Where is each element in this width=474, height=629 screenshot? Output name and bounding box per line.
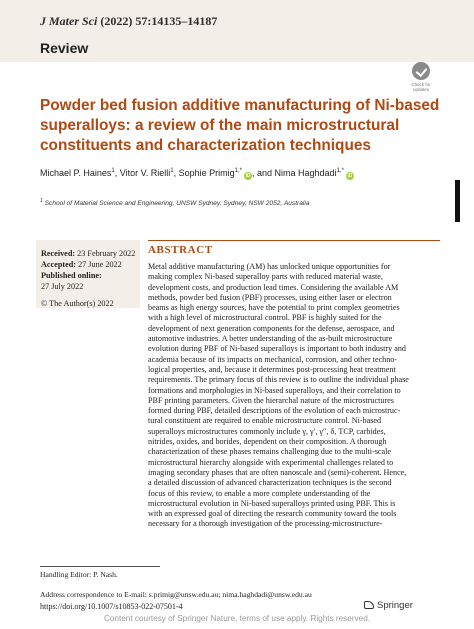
accepted-row — [41, 259, 136, 270]
affiliation-mark: 1 — [40, 198, 43, 204]
title-line: constituents and characterization techniques — [40, 137, 371, 154]
footnote-rule — [40, 566, 160, 567]
author-separator: , — [114, 168, 120, 178]
received-label: Received: — [41, 249, 76, 258]
check-for-updates-button[interactable] — [406, 62, 436, 92]
abstract-line: making complex Ni-based superalloy parts with reduced material waste, — [148, 272, 383, 282]
abstract-line: with a high level of microstructural control. PBF is highly suited for the — [148, 313, 382, 323]
affiliation — [40, 198, 309, 207]
abstract-line: automotive industries. A better understanding of the as-built microstructure — [148, 334, 393, 344]
abstract-line: imaging secondary phases that are often nanoscale and (semi)-coherent. Hence, — [148, 467, 407, 477]
doi-link[interactable]: https://doi.org/10.1007/s10853-022-07501-4 — [40, 602, 183, 611]
author-affiliation-mark: 1,* — [336, 168, 344, 174]
abstract-heading: ABSTRACT — [148, 244, 213, 256]
accepted-date: 27 June 2022 — [78, 260, 122, 269]
author-list — [40, 168, 354, 180]
orcid-icon[interactable]: iD — [347, 173, 353, 179]
abstract-line: development costs, and production lead times. Considering the available AM — [148, 282, 399, 292]
abstract-line: necessary for a thorough investigation of the processing-microstructure- — [148, 519, 383, 529]
abstract-body — [148, 262, 438, 530]
section-label: Review — [40, 40, 89, 56]
author-affiliation-mark: 1 — [111, 168, 115, 174]
abstract-line: nitrides, oxides, and borides, dependent on their composition. A thorough — [148, 437, 387, 447]
abstract-line: microstructural evolution in Ni-based superalloys printed using PBF. This is — [148, 498, 396, 508]
abstract-line: superalloys microstructures commonly include γ, γ′, γ″, δ, TCP, carbides, — [148, 426, 386, 436]
article-history-box — [36, 240, 140, 308]
abstract-line: formed during PBF, detailed descriptions of the evolution of each microstruc- — [148, 406, 401, 416]
correspondence-email[interactable]: Address correspondence to E-mail: s.primig@unsw.edu.au; nima.haghdadi@unsw.edu.au — [40, 590, 312, 599]
accepted-label: Accepted: — [41, 260, 77, 269]
orcid-icon[interactable]: iD — [245, 173, 251, 179]
abstract-line: logical properties, and, because it determines post-processing heat treatment — [148, 364, 396, 374]
title-line: Powder bed fusion additive manufacturing of Ni-based — [40, 97, 440, 114]
abstract-line: with an expressed goal of directing the research community toward the tools — [148, 509, 397, 519]
journal-volume-pages: (2022) 57:14135–14187 — [100, 14, 218, 28]
abstract-line: PBF printing parameters. Given the hierarchal nature of the microstructures — [148, 395, 394, 405]
published-label: Published online: — [41, 271, 102, 280]
abstract-line: microstructural hierarchy alongside with experimental challenges related to — [148, 457, 394, 467]
abstract-rule — [148, 240, 440, 241]
author-name[interactable]: Michael P. Haines — [40, 168, 112, 178]
journal-name: J Mater Sci — [40, 14, 98, 28]
copyright-notice: © The Author(s) 2022 — [41, 299, 114, 308]
author-separator: , — [173, 168, 179, 178]
published-date: 27 July 2022 — [41, 282, 84, 291]
author-separator: , and — [252, 168, 275, 178]
received-row — [41, 248, 136, 259]
author-affiliation-mark: 1,* — [234, 168, 242, 174]
author-affiliation-mark: 1 — [170, 168, 174, 174]
abstract-line: formations and morphologies in Ni-based superalloys, and their correlation to — [148, 385, 401, 395]
abstract-line: development of next generation components for the defense, aerospace, and — [148, 323, 395, 333]
abstract-line: academia because of its impacts on mechanical, corrosion, and other techno- — [148, 354, 398, 364]
abstract-line: tural constituent are required to enable microstructure control. Ni-based — [148, 416, 382, 426]
article-title — [40, 96, 440, 156]
journal-citation — [40, 14, 217, 29]
publisher-logo — [364, 600, 413, 611]
courtesy-notice: Content courtesy of Springer Nature, terms of use apply. Rights reserved. — [103, 614, 371, 623]
check-updates-label: Check for updates — [411, 82, 431, 92]
check-updates-icon — [412, 62, 430, 80]
abstract-line: beams as high energy sources, have the potential to print complex geometries — [148, 303, 400, 313]
author-name[interactable]: Sophie Primig — [178, 168, 235, 178]
author-name[interactable]: Vitor V. Rielli — [119, 168, 171, 178]
author-name[interactable]: Nima Haghdadi — [274, 168, 337, 178]
abstract-line: methods, powder bed fusion (PBF) processes, using either laser or electron — [148, 292, 392, 302]
abstract-line: characterization of these phases remains challenging due to the multi-scale — [148, 447, 391, 457]
abstract-line: requirements. The primary focus of this review is to outline the individual phase — [148, 375, 409, 385]
abstract-line: a detailed discussion of advanced characterization techniques is the second — [148, 478, 392, 488]
abstract-line: evolution during PBF of Ni-based superalloys is important to both industry and — [148, 344, 406, 354]
published-row — [41, 270, 136, 281]
abstract-line: focus of this review, to enable a more complete understanding of the — [148, 488, 371, 498]
title-line: superalloys: a review of the main microstructural — [40, 117, 400, 134]
received-date: 23 February 2022 — [77, 249, 136, 258]
springer-horse-icon — [364, 601, 374, 609]
affiliation-text: School of Material Science and Engineering, UNSW Sydney, Sydney, NSW 2052, Australia — [44, 200, 310, 208]
margin-marker — [455, 180, 460, 222]
abstract-line: Metal additive manufacturing (AM) has unlocked unique opportunities for — [148, 262, 391, 271]
publisher-name: Springer — [377, 600, 413, 611]
handling-editor: Handling Editor: P. Nash. — [40, 570, 118, 579]
